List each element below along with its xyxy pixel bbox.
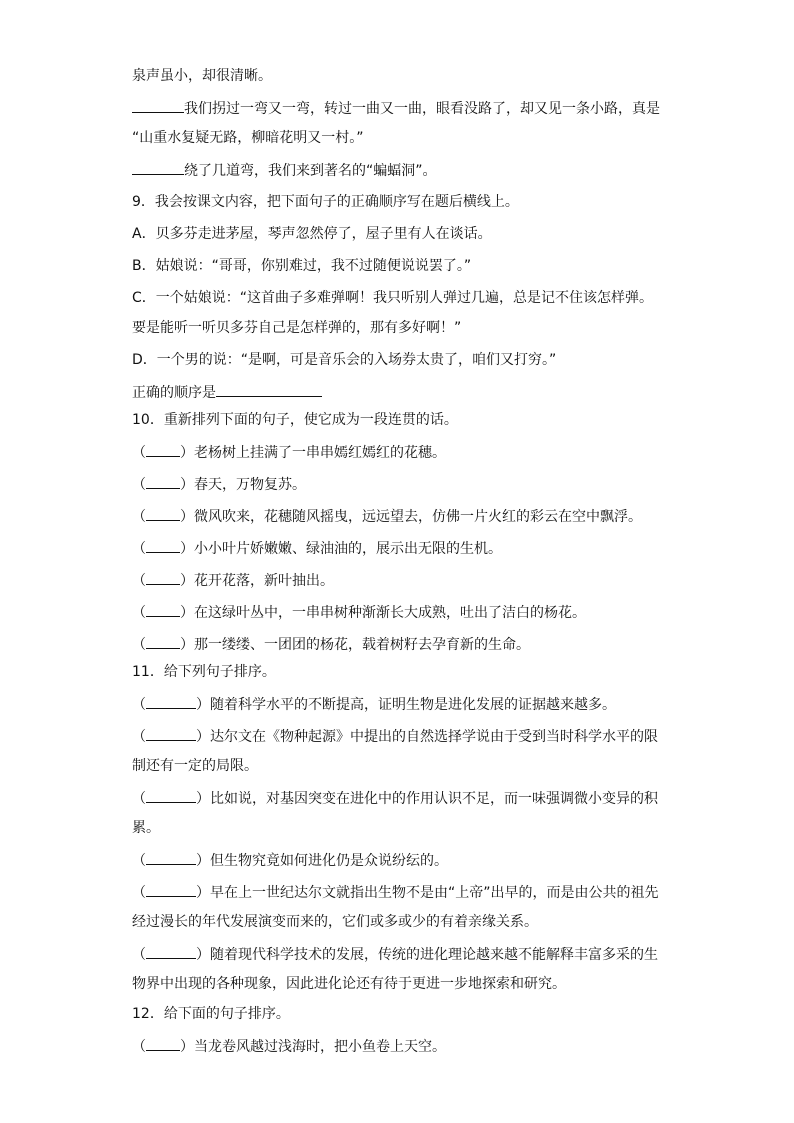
answer-blank[interactable] xyxy=(146,882,196,897)
text-line xyxy=(132,818,672,838)
line-text: 10．重新排列下面的句子，使它成为一段连贯的话。 xyxy=(132,412,458,428)
answer-blank[interactable] xyxy=(146,634,180,649)
answer-blank[interactable] xyxy=(146,538,180,553)
line-prefix: （ xyxy=(132,947,146,963)
line-text: 11．给下列句子排序。 xyxy=(132,664,276,680)
line-text: ）小小叶片娇嫩嫩、绿油油的，展示出无限的生机。 xyxy=(180,541,502,557)
text-line xyxy=(132,160,672,181)
line-text: 泉声虽小，却很清晰。 xyxy=(132,68,272,84)
text-line xyxy=(132,662,672,682)
answer-blank[interactable] xyxy=(146,944,196,959)
text-line xyxy=(132,98,672,119)
line-text: ）随着科学水平的不断提高，证明生物是进化发展的证据越来越多。 xyxy=(196,697,616,713)
line-text: ）老杨树上挂满了一串串嫣红嫣红的花穗。 xyxy=(180,445,446,461)
line-text: ）当龙卷风越过浅海时，把小鱼卷上天空。 xyxy=(180,1039,446,1055)
line-text: 经过漫长的年代发展演变而来的，它们或多或少的有着亲缘关系。 xyxy=(132,914,538,930)
answer-blank[interactable] xyxy=(146,850,196,865)
line-text: 绕了几道弯，我们来到著名的“蝙蝠洞”。 xyxy=(184,163,437,179)
line-prefix: （ xyxy=(132,1039,146,1055)
text-line xyxy=(132,756,672,776)
text-line xyxy=(132,882,672,903)
line-prefix: （ xyxy=(132,885,146,901)
answer-blank[interactable] xyxy=(132,98,184,113)
line-prefix: （ xyxy=(132,445,146,461)
line-text: ）达尔文在《物种起源》中提出的自然选择学说由于受到当时科学水平的限 xyxy=(196,729,658,745)
line-text: A．贝多芬走进茅屋，琴声忽然停了，屋子里有人在谈话。 xyxy=(132,226,492,242)
text-line xyxy=(132,602,672,623)
line-text: 12．给下面的句子排序。 xyxy=(132,1006,290,1022)
answer-blank[interactable] xyxy=(132,160,184,175)
text-line xyxy=(132,634,672,655)
text-line xyxy=(132,726,672,747)
text-line xyxy=(132,912,672,932)
text-line xyxy=(132,66,672,86)
line-text: D．一个男的说：“是啊，可是音乐会的入场券太贵了，咱们又打穷。” xyxy=(132,352,557,368)
answer-blank[interactable] xyxy=(146,694,196,709)
text-line xyxy=(132,382,672,403)
text-line xyxy=(132,128,672,148)
answer-blank[interactable] xyxy=(146,1036,180,1051)
text-line xyxy=(132,288,672,308)
line-text: ）随着现代科学技术的发展，传统的进化理论越来越不能解释丰富多采的生 xyxy=(196,947,658,963)
line-text: ）那一缕缕、一团团的杨花，载着树籽去孕育新的生命。 xyxy=(180,637,530,653)
text-line xyxy=(132,224,672,244)
answer-blank[interactable] xyxy=(146,442,180,457)
line-prefix: （ xyxy=(132,541,146,557)
text-line xyxy=(132,192,672,212)
line-text: 累。 xyxy=(132,820,160,836)
line-prefix: （ xyxy=(132,853,146,869)
line-text: B．姑娘说：“哥哥，你别难过，我不过随便说说罢了。” xyxy=(132,258,472,274)
answer-blank[interactable] xyxy=(146,602,180,617)
text-line xyxy=(132,442,672,463)
text-line xyxy=(132,410,672,430)
text-line xyxy=(132,256,672,276)
line-prefix: （ xyxy=(132,509,146,525)
answer-blank[interactable] xyxy=(146,788,196,803)
line-text: ）早在上一世纪达尔文就指出生物不是由“上帝”出早的，而是由公共的祖先 xyxy=(196,885,659,901)
text-line xyxy=(132,538,672,559)
line-text: 制还有一定的局限。 xyxy=(132,758,258,774)
line-text: ）比如说，对基因突变在进化中的作用认识不足，而一味强调微小变异的积 xyxy=(196,791,658,807)
line-text: 物界中出现的各种现象，因此进化论还有待于更进一步地探索和研究。 xyxy=(132,976,566,992)
answer-blank[interactable] xyxy=(146,726,196,741)
line-text: 要是能听一听贝多芬自己是怎样弹的，那有多好啊！” xyxy=(132,320,462,336)
text-line xyxy=(132,570,672,591)
text-line xyxy=(132,350,672,370)
line-text: “山重水复疑无路，柳暗花明又一村。” xyxy=(132,130,364,146)
text-line xyxy=(132,694,672,715)
text-line xyxy=(132,1004,672,1024)
line-text: C．一个姑娘说：“这首曲子多难弹啊！我只听别人弹过几遍，总是记不住该怎样弹。 xyxy=(132,290,654,306)
line-prefix: （ xyxy=(132,697,146,713)
text-line xyxy=(132,850,672,871)
answer-blank[interactable] xyxy=(146,570,180,585)
line-text: 我们拐过一弯又一弯，转过一曲又一曲，眼看没路了，却又见一条小路，真是 xyxy=(184,101,660,117)
line-prefix: 正确的顺序是 xyxy=(132,385,216,401)
line-text: ）微风吹来，花穗随风摇曳，远远望去，仿佛一片火红的彩云在空中飘浮。 xyxy=(180,509,642,525)
line-text: ）在这绿叶丛中，一串串树种渐渐长大成熟，吐出了洁白的杨花。 xyxy=(180,605,586,621)
text-line xyxy=(132,318,672,338)
line-text: ）花开花落，新叶抽出。 xyxy=(180,573,334,589)
line-prefix: （ xyxy=(132,637,146,653)
line-prefix: （ xyxy=(132,729,146,745)
line-prefix: （ xyxy=(132,605,146,621)
line-prefix: （ xyxy=(132,791,146,807)
line-text: ）春天，万物复苏。 xyxy=(180,477,306,493)
answer-blank[interactable] xyxy=(216,382,322,397)
text-line xyxy=(132,1036,672,1057)
line-prefix: （ xyxy=(132,477,146,493)
text-line xyxy=(132,788,672,809)
answer-blank[interactable] xyxy=(146,506,180,521)
line-text: ）但生物究竟如何进化仍是众说纷纭的。 xyxy=(196,853,448,869)
text-line xyxy=(132,974,672,994)
line-prefix: （ xyxy=(132,573,146,589)
text-line xyxy=(132,474,672,495)
line-text: 9．我会按课文内容，把下面句子的正确顺序写在题后横线上。 xyxy=(132,194,519,210)
text-line xyxy=(132,944,672,965)
answer-blank[interactable] xyxy=(146,474,180,489)
text-line xyxy=(132,506,672,527)
